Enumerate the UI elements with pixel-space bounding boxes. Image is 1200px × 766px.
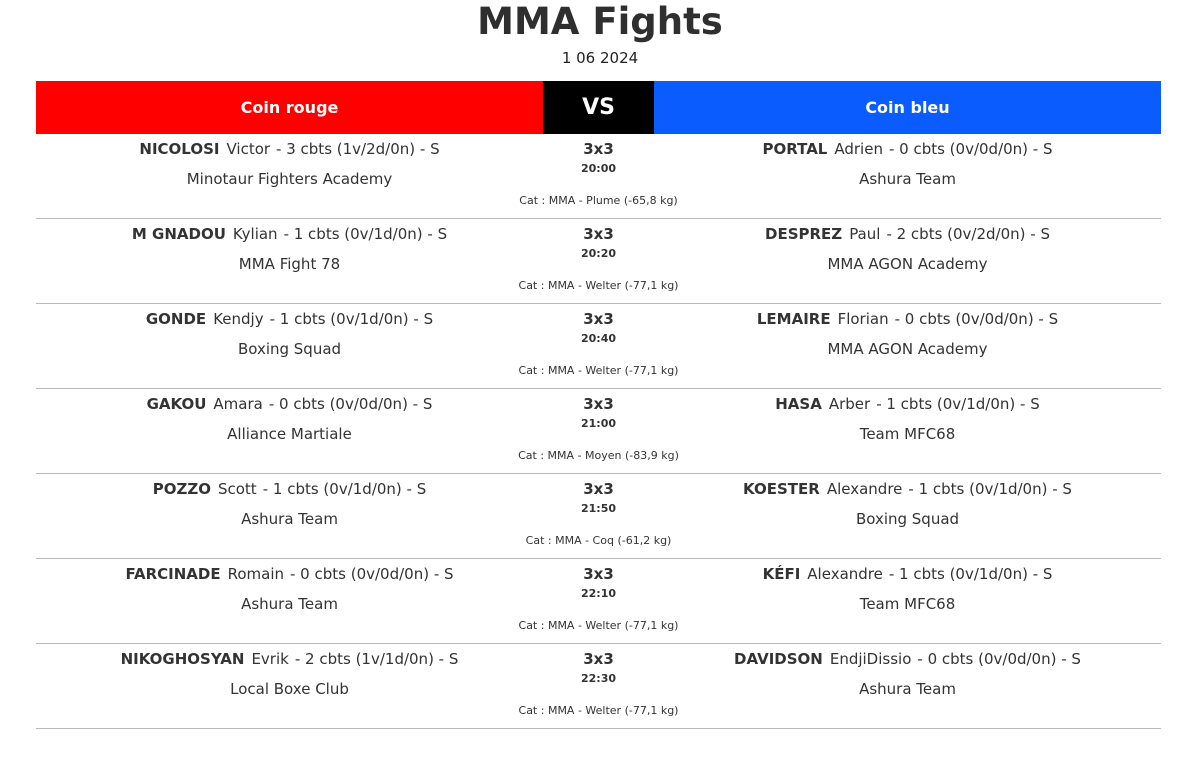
- fight-category: Cat : MMA - Moyen (-83,9 kg): [518, 449, 679, 462]
- fight-row: [36, 389, 1161, 474]
- blue-corner-header: Coin bleu: [654, 81, 1161, 134]
- fight-time: 21:00: [580, 417, 616, 430]
- fighter-club: Ashura Team: [241, 510, 338, 528]
- fighter-club: Ashura Team: [241, 595, 338, 613]
- fighter-line: [36, 649, 543, 669]
- event-date: 1 06 2024: [561, 49, 639, 67]
- fight-row: [36, 304, 1161, 389]
- fighter-record: - 2 cbts (1v/1d/0n) - S: [294, 650, 459, 668]
- fighter-record: - 1 cbts (0v/1d/0n) - S: [269, 310, 434, 328]
- table-header: [36, 81, 1161, 134]
- fight-format: 3x3: [583, 650, 614, 668]
- fighter-club: Team MFC68: [859, 425, 956, 443]
- fighter-record: - 0 cbts (0v/0d/0n) - S: [894, 310, 1059, 328]
- fighter-last-name: NIKOGHOSYAN: [120, 650, 245, 668]
- fighter-club: Ashura Team: [859, 170, 956, 188]
- fighter-line: [36, 564, 543, 584]
- fight-format: 3x3: [583, 395, 614, 413]
- fight-info: [518, 304, 679, 388]
- fight-category: Cat : MMA - Plume (-65,8 kg): [519, 194, 678, 207]
- fight-row: [36, 474, 1161, 559]
- fighter-first-name: Adrien: [834, 140, 883, 158]
- fight-time: 22:10: [580, 587, 616, 600]
- fight-category: Cat : MMA - Welter (-77,1 kg): [518, 704, 679, 717]
- fight-info: [518, 219, 679, 303]
- fighter-line: [654, 649, 1161, 669]
- fighter-record: - 0 cbts (0v/0d/0n) - S: [917, 650, 1081, 668]
- fighter-first-name: Victor: [226, 140, 271, 158]
- fighter-last-name: DAVIDSON: [734, 650, 823, 668]
- fight-category: Cat : MMA - Welter (-77,1 kg): [518, 364, 679, 377]
- fight-info: [518, 559, 679, 643]
- fighter-first-name: Florian: [837, 310, 889, 328]
- fight-info: [519, 134, 678, 218]
- fight-format: 3x3: [583, 140, 614, 158]
- page-title: MMA Fights: [477, 0, 723, 43]
- fight-time: 20:20: [580, 247, 616, 260]
- fighter-line: [654, 309, 1161, 329]
- fighter-last-name: M GNADOU: [131, 225, 226, 243]
- fighter-line: [654, 394, 1161, 414]
- fight-row: [36, 219, 1161, 304]
- fight-info: [525, 474, 672, 558]
- fight-info: [518, 644, 679, 728]
- fighter-first-name: Kendjy: [213, 310, 264, 328]
- fight-category: Cat : MMA - Welter (-77,1 kg): [518, 619, 679, 632]
- fighter-last-name: FARCINADE: [125, 565, 221, 583]
- fight-format: 3x3: [583, 225, 614, 243]
- fighter-record: - 0 cbts (0v/0d/0n) - S: [888, 140, 1053, 158]
- fighter-first-name: Alexandre: [826, 480, 903, 498]
- fighter-club: Boxing Squad: [237, 340, 342, 358]
- fighter-line: [36, 309, 543, 329]
- fighter-first-name: Scott: [217, 480, 257, 498]
- fighter-line: [654, 139, 1161, 159]
- fighter-last-name: GAKOU: [146, 395, 207, 413]
- fight-category: Cat : MMA - Welter (-77,1 kg): [518, 279, 679, 292]
- fighter-last-name: HASA: [775, 395, 822, 413]
- fight-format: 3x3: [583, 565, 614, 583]
- fight-time: 22:30: [580, 672, 616, 685]
- fighter-record: - 1 cbts (0v/1d/0n) - S: [262, 480, 427, 498]
- vs-header: VS: [543, 81, 654, 134]
- fighter-last-name: GONDE: [145, 310, 207, 328]
- fighter-record: - 1 cbts (0v/1d/0n) - S: [908, 480, 1072, 498]
- fighter-first-name: Amara: [213, 395, 263, 413]
- fighter-line: [36, 479, 543, 499]
- fighter-club: Minotaur Fighters Academy: [186, 170, 393, 188]
- fighter-line: [36, 224, 543, 244]
- fighter-record: - 2 cbts (0v/2d/0n) - S: [886, 225, 1050, 243]
- fighter-club: MMA AGON Academy: [827, 255, 988, 273]
- fighter-club: MMA Fight 78: [238, 255, 341, 273]
- fighter-line: [36, 394, 543, 414]
- fight-row: [36, 134, 1161, 219]
- fighter-record: - 0 cbts (0v/0d/0n) - S: [268, 395, 433, 413]
- fighter-line: [36, 139, 543, 159]
- fighter-club: Ashura Team: [859, 680, 956, 698]
- fighter-line: [654, 479, 1161, 499]
- fighter-club: Alliance Martiale: [227, 425, 352, 443]
- fighter-first-name: Romain: [227, 565, 284, 583]
- fighter-first-name: Alexandre: [807, 565, 883, 583]
- fight-format: 3x3: [583, 310, 614, 328]
- fighter-record: - 3 cbts (1v/2d/0n) - S: [276, 140, 440, 158]
- fighter-line: [654, 564, 1161, 584]
- fight-row: [36, 644, 1161, 729]
- fighter-last-name: PORTAL: [762, 140, 828, 158]
- fighter-last-name: POZZO: [152, 480, 211, 498]
- fight-format: 3x3: [583, 480, 614, 498]
- fighter-line: [654, 224, 1161, 244]
- fighter-club: Boxing Squad: [855, 510, 960, 528]
- red-corner-header: Coin rouge: [36, 81, 543, 134]
- fighter-first-name: EndjiDissio: [829, 650, 912, 668]
- fighter-club: Team MFC68: [859, 595, 956, 613]
- fighter-first-name: Paul: [849, 225, 881, 243]
- fighter-record: - 1 cbts (0v/1d/0n) - S: [876, 395, 1040, 413]
- fighter-first-name: Kylian: [232, 225, 278, 243]
- fighter-last-name: DESPREZ: [765, 225, 843, 243]
- fighter-club: Local Boxe Club: [230, 680, 349, 698]
- fighter-last-name: NICOLOSI: [139, 140, 220, 158]
- fight-time: 20:00: [580, 162, 616, 175]
- fighter-record: - 0 cbts (0v/0d/0n) - S: [290, 565, 454, 583]
- fight-time: 21:50: [580, 502, 616, 515]
- fight-category: Cat : MMA - Coq (-61,2 kg): [525, 534, 672, 547]
- fight-info: [518, 389, 679, 473]
- fighter-last-name: LEMAIRE: [756, 310, 831, 328]
- fighter-club: MMA AGON Academy: [827, 340, 988, 358]
- fighter-first-name: Evrik: [251, 650, 289, 668]
- fighter-last-name: KÉFI: [762, 565, 801, 583]
- fight-list: [36, 134, 1161, 729]
- fighter-last-name: KOESTER: [743, 480, 820, 498]
- fight-time: 20:40: [580, 332, 616, 345]
- fight-row: [36, 559, 1161, 644]
- fighter-record: - 1 cbts (0v/1d/0n) - S: [888, 565, 1053, 583]
- fighter-record: - 1 cbts (0v/1d/0n) - S: [283, 225, 448, 243]
- fighter-first-name: Arber: [828, 395, 871, 413]
